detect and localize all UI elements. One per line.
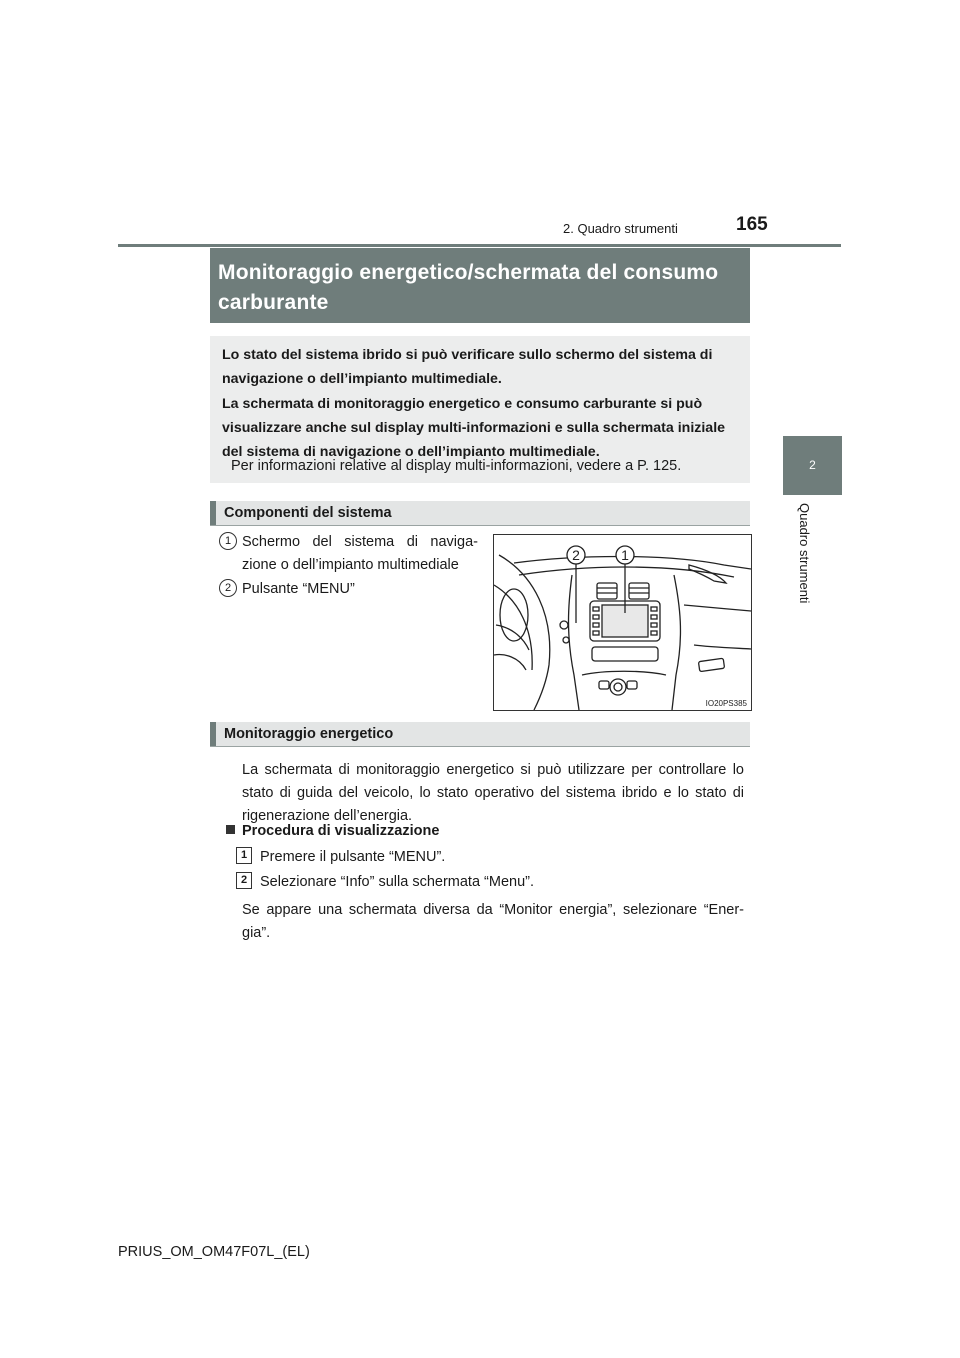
intro-paragraph-3: Per informazioni relative al display multi-informazioni, vedere a P. 125. <box>231 458 682 474</box>
chapter-label: Quadro strumenti <box>797 503 812 604</box>
step-text-2: Selezionare “Info” sulla schermata “Menu”. <box>260 874 535 890</box>
energy-monitor-heading-text: Monitoraggio energetico <box>224 726 394 742</box>
step-number-1: 1 <box>236 847 252 864</box>
note-line-1: Se appare una schermata diversa da “Monitor energia”, selezionare “Ener- <box>242 902 744 918</box>
section-title-box <box>210 248 750 323</box>
callout-1-label: 1 <box>621 547 629 563</box>
section-title: Monitoraggio energetico/schermata del consumo carburante <box>218 261 719 314</box>
dashboard-drawing <box>494 535 751 710</box>
figure-code: IO20PS385 <box>705 699 747 708</box>
component-text-2: Pulsante “MENU” <box>242 581 355 597</box>
intro-paragraph-2: La schermata di monitoraggio energetico e consumo carburante si può visualizzare anche sul display multi-informazioni e sulla schermata iniziale del sistema di navigazione o dell’impianto multimediale. <box>222 396 726 460</box>
heading-underline <box>210 525 750 526</box>
header-rule <box>118 244 841 247</box>
step-number-2: 2 <box>236 872 252 889</box>
intro-paragraph-1: Lo stato del sistema ibrido si può verificare sullo schermo del sistema di navigazione o dell’impianto multimediale. <box>222 347 713 387</box>
energy-paragraph-line-3: rigenerazione dell’energia. <box>242 808 413 824</box>
intro-box <box>210 336 750 483</box>
components-heading <box>210 501 750 525</box>
chapter-tab <box>783 436 842 495</box>
energy-paragraph-line-1: La schermata di monitoraggio energetico si può utilizzare per controllare lo <box>242 762 744 778</box>
heading-bar <box>210 501 216 525</box>
energy-monitor-heading <box>210 722 750 746</box>
procedure-title: Procedura di visualizzazione <box>242 823 440 839</box>
step-text-1: Premere il pulsante “MENU”. <box>260 849 446 865</box>
component-number-1: 1 <box>219 532 237 550</box>
energy-paragraph-line-2: stato di guida del veicolo, lo stato operativo del sistema ibrido e lo stato di <box>242 785 744 801</box>
heading-underline <box>210 746 750 747</box>
document-code-footer: PRIUS_OM_OM47F07L_(EL) <box>118 1244 310 1260</box>
component-text-1-line-2: zione o dell’impianto multimediale <box>242 557 459 573</box>
component-text-1-line-1: Schermo del sistema di naviga- <box>242 534 478 550</box>
page-number: 165 <box>736 214 768 235</box>
callout-2-label: 2 <box>572 547 580 563</box>
dashboard-illustration <box>493 534 752 711</box>
chapter-number: 2 <box>809 458 816 472</box>
heading-bar <box>210 722 216 746</box>
bullet-square-icon <box>226 825 235 834</box>
components-heading-text: Componenti del sistema <box>224 505 392 521</box>
note-line-2: gia”. <box>242 925 271 941</box>
section-reference: 2. Quadro strumenti <box>563 221 678 236</box>
component-number-2: 2 <box>219 579 237 597</box>
